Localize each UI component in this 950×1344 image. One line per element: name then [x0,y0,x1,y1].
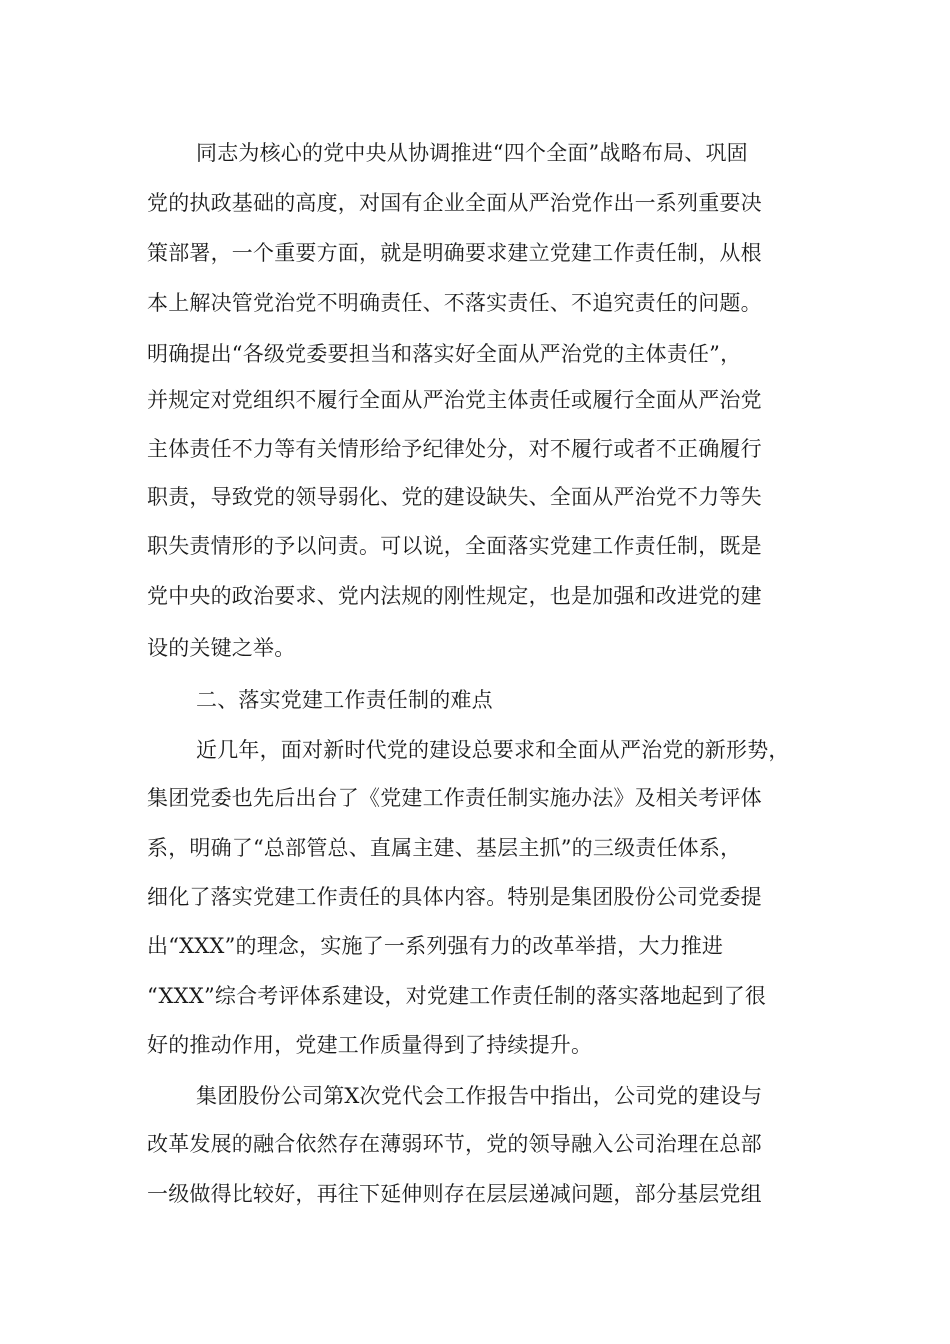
paragraph-line: 设的关键之举。 [147,636,296,660]
section-heading: 二、落实党建工作责任制的难点 [196,688,493,712]
paragraph-line: 并规定对党组织不履行全面从严治党主体责任或履行全面从严治党 [147,388,762,412]
paragraph-line: 主体责任不力等有关情形给予纪律处分，对不履行或者不正确履行 [147,437,762,461]
paragraph-line: 策部署，一个重要方面，就是明确要求建立党建工作责任制，从根 [147,241,762,265]
paragraph-line: 改革发展的融合依然存在薄弱环节，党的领导融入公司治理在总部 [147,1132,762,1156]
paragraph-line: 近几年，面对新时代党的建设总要求和全面从严治党的新形势， [196,738,790,762]
paragraph-line: 同志为核心的党中央从协调推进“四个全面”战略布局、巩固 [196,141,748,165]
paragraph-line: 细化了落实党建工作责任的具体内容。特别是集团股份公司党委提 [147,885,762,909]
paragraph-line: 集团党委也先后出台了《党建工作责任制实施办法》及相关考评体 [147,786,762,810]
paragraph-line: 党的执政基础的高度，对国有企业全面从严治党作出一系列重要决 [147,191,762,215]
paragraph-line: 党中央的政治要求、党内法规的刚性规定，也是加强和改进党的建 [147,584,762,608]
paragraph-line: 出“XXX”的理念，实施了一系列强有力的改革举措，大力推进 [147,934,724,958]
paragraph-line: “XXX”综合考评体系建设，对党建工作责任制的落实落地起到了很 [147,984,767,1008]
paragraph-line: 一级做得比较好，再往下延伸则存在层层递减问题，部分基层党组 [147,1182,762,1206]
paragraph-line: 好的推动作用，党建工作质量得到了持续提升。 [147,1033,593,1057]
paragraph-line: 职失责情形的予以问责。可以说，全面落实党建工作责任制，既是 [147,534,762,558]
paragraph-line: 集团股份公司第X次党代会工作报告中指出，公司党的建设与 [196,1084,763,1108]
paragraph-line: 职责，导致党的领导弱化、党的建设缺失、全面从严治党不力等失 [147,485,762,509]
paragraph-line: 系，明确了“总部管总、直属主建、基层主抓”的三级责任体系， [147,836,742,860]
paragraph-line: 明确提出“各级党委要担当和落实好全面从严治党的主体责任”， [147,342,742,366]
paragraph-line: 本上解决管党治党不明确责任、不落实责任、不追究责任的问题。 [147,291,762,315]
